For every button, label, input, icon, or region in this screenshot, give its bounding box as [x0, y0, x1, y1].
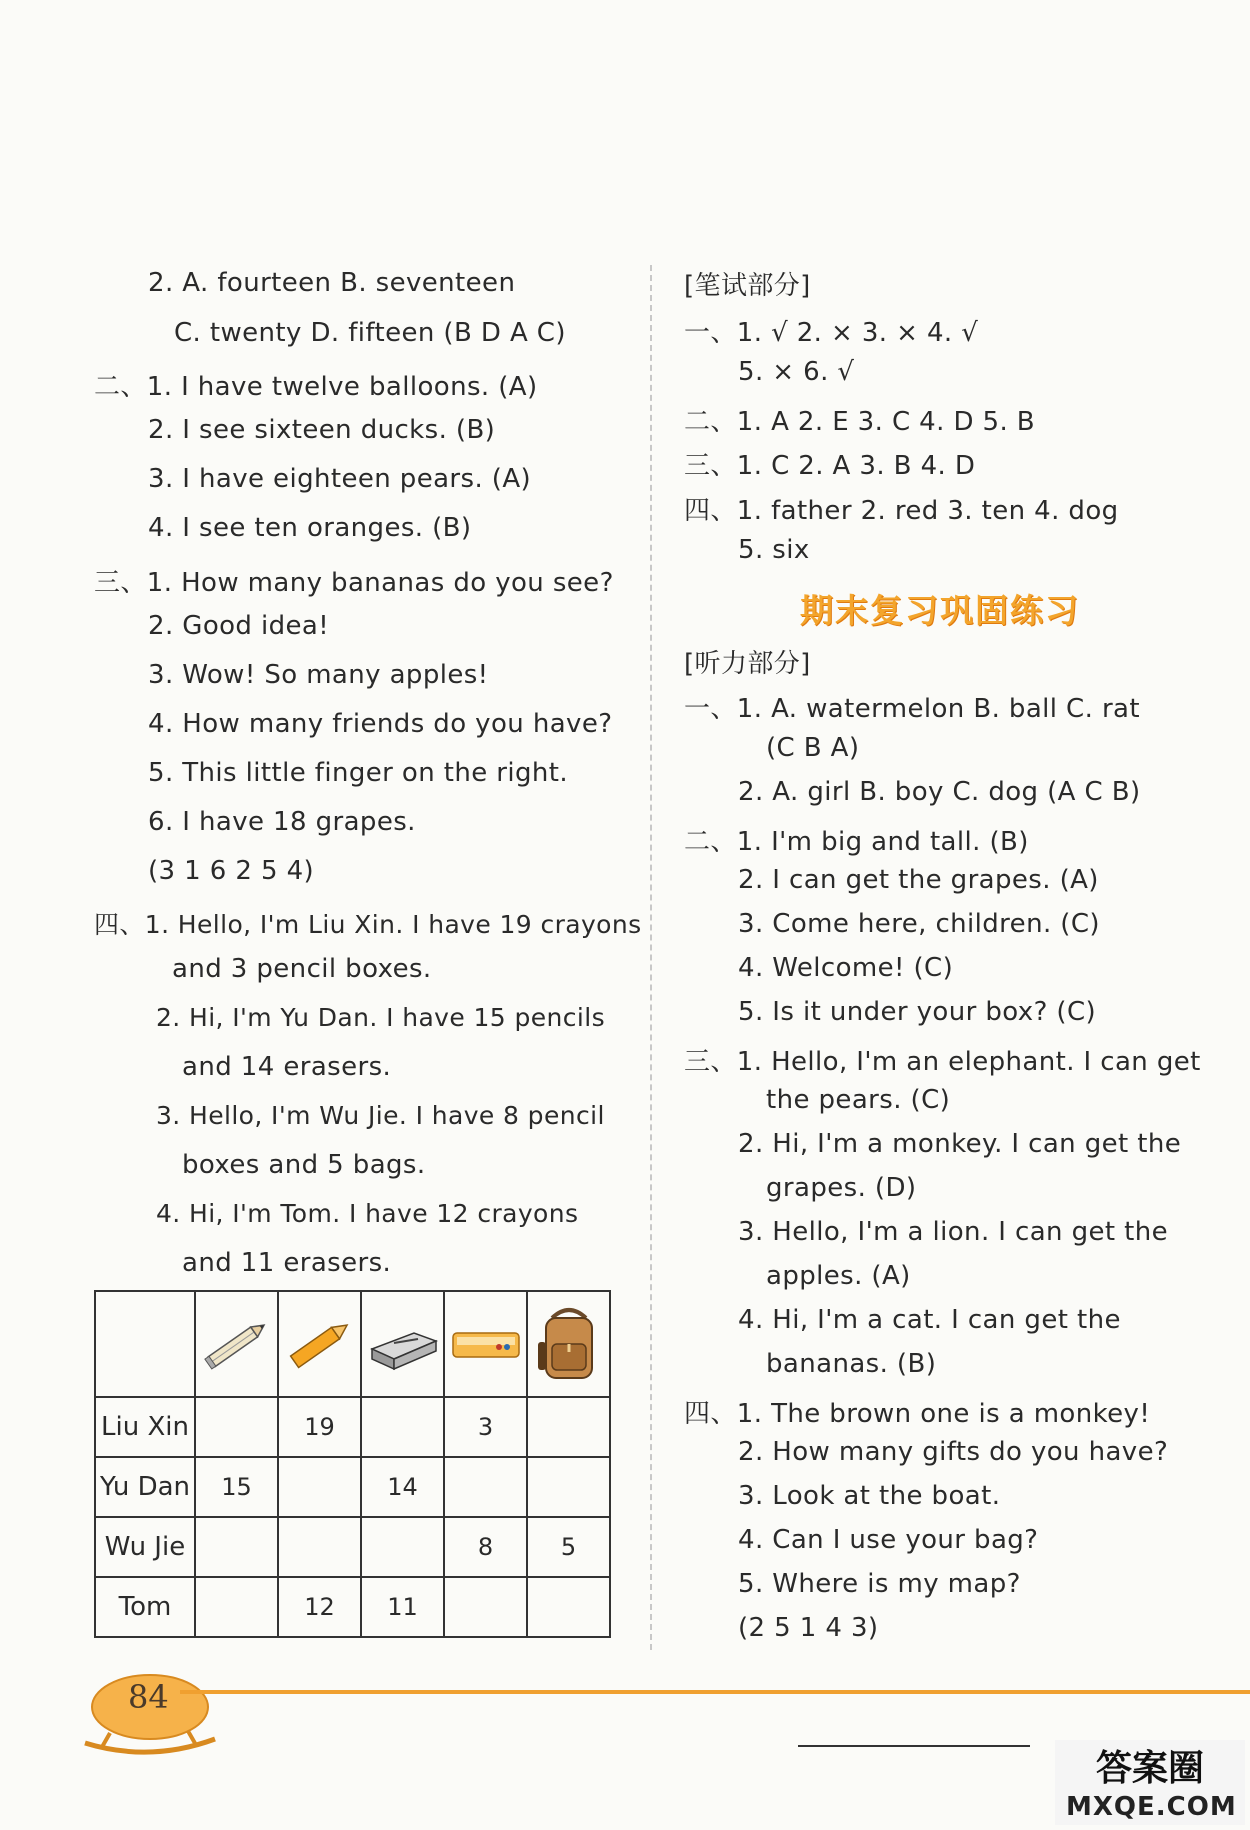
bag-icon [530, 1302, 608, 1386]
answer-line: grapes. (D) [766, 1173, 917, 1203]
section-title: 期末复习巩固练习 [800, 591, 1080, 630]
answer-line: 四、1. The brown one is a monkey! [684, 1399, 1151, 1429]
table-cell [195, 1577, 278, 1637]
table-row-name: Wu Jie [95, 1517, 195, 1577]
table-cell: 3 [444, 1397, 527, 1457]
answer-line: 4. Hi, I'm Tom. I have 12 crayons [156, 1199, 579, 1228]
answer-line: 5. This little finger on the right. [148, 758, 569, 788]
answer-line: 三、1. Hello, I'm an elephant. I can get [684, 1047, 1201, 1077]
table-corner-cell [95, 1291, 195, 1397]
table-cell [444, 1457, 527, 1517]
answer-line: (3 1 6 2 5 4) [148, 856, 315, 886]
page-number: 84 [128, 1678, 169, 1716]
answer-line: 5. Is it under your box? (C) [738, 997, 1097, 1027]
answer-line: 2. Hi, I'm Yu Dan. I have 15 pencils [156, 1003, 606, 1032]
answer-line: 四、1. father 2. red 3. ten 4. dog [684, 496, 1119, 526]
table-cell: 8 [444, 1517, 527, 1577]
answer-line: 2. A. girl B. boy C. dog (A C B) [738, 777, 1141, 807]
answer-line: 5. × 6. √ [738, 357, 855, 387]
answer-line: 三、1. How many bananas do you see? [94, 568, 614, 598]
watermark-url: MXQE.COM [1066, 1792, 1237, 1822]
answer-line: 4. Hi, I'm a cat. I can get the [738, 1305, 1121, 1335]
table-cell: 12 [278, 1577, 361, 1637]
answer-line: 2. I see sixteen ducks. (B) [148, 415, 496, 445]
answer-line: 三、1. C 2. A 3. B 4. D [684, 451, 976, 481]
table-cell: 19 [278, 1397, 361, 1457]
section-label: [笔试部分] [684, 271, 811, 301]
answer-line: 2. I can get the grapes. (A) [738, 865, 1099, 895]
table-icon-cell [527, 1291, 610, 1397]
table-row-name: Liu Xin [95, 1397, 195, 1457]
table-cell: 15 [195, 1457, 278, 1517]
answer-line: the pears. (C) [766, 1085, 951, 1115]
answer-line: and 11 erasers. [182, 1248, 392, 1278]
answer-line: 二、1. I'm big and tall. (B) [684, 827, 1029, 857]
answer-line: 3. Hello, I'm Wu Jie. I have 8 pencil [156, 1101, 605, 1130]
table-icon-cell [195, 1291, 278, 1397]
answer-line: 2. Good idea! [148, 611, 330, 641]
answer-line: and 3 pencil boxes. [172, 954, 432, 984]
footer-short-rule [798, 1745, 1030, 1747]
answer-line: 四、1. Hello, I'm Liu Xin. I have 19 crayons [94, 910, 642, 939]
answer-line: 4. I see ten oranges. (B) [148, 513, 472, 543]
answer-line: (C B A) [766, 733, 860, 763]
eraser-icon [364, 1309, 442, 1379]
section-label: [听力部分] [684, 649, 811, 679]
table-cell: 11 [361, 1577, 444, 1637]
answer-line: 二、1. A 2. E 3. C 4. D 5. B [684, 407, 1036, 437]
pencil-box-icon [447, 1309, 525, 1379]
answer-line: 一、1. A. watermelon B. ball C. rat [684, 694, 1140, 724]
answer-line: 二、1. I have twelve balloons. (A) [94, 372, 538, 402]
table-cell [278, 1517, 361, 1577]
table-icon-cell [361, 1291, 444, 1397]
stationery-table [94, 1290, 611, 1638]
answer-line: C. twenty D. fifteen (B D A C) [174, 318, 566, 348]
answer-line: and 14 erasers. [182, 1052, 392, 1082]
answer-line: 3. I have eighteen pears. (A) [148, 464, 532, 494]
table-cell: 14 [361, 1457, 444, 1517]
answer-line: 4. How many friends do you have? [148, 709, 613, 739]
answer-line: 4. Can I use your bag? [738, 1525, 1039, 1555]
table-icon-cell [444, 1291, 527, 1397]
answer-line: 5. Where is my map? [738, 1569, 1021, 1599]
answer-line: 6. I have 18 grapes. [148, 807, 416, 837]
table-cell [361, 1517, 444, 1577]
table-cell [361, 1397, 444, 1457]
pencil-icon [198, 1309, 276, 1379]
table-icon-cell [278, 1291, 361, 1397]
table-cell: 5 [527, 1517, 610, 1577]
answer-line: 4. Welcome! (C) [738, 953, 954, 983]
answer-line: 3. Hello, I'm a lion. I can get the [738, 1217, 1168, 1247]
answer-line: 3. Look at the boat. [738, 1481, 1001, 1511]
answer-line: boxes and 5 bags. [182, 1150, 426, 1180]
answer-line: (2 5 1 4 3) [738, 1613, 879, 1643]
table-cell [195, 1397, 278, 1457]
crayon-icon [281, 1309, 359, 1379]
table-cell [278, 1457, 361, 1517]
table-cell [527, 1577, 610, 1637]
answer-line: 2. A. fourteen B. seventeen [148, 268, 516, 298]
answer-line: apples. (A) [766, 1261, 911, 1291]
answer-line: 3. Wow! So many apples! [148, 660, 489, 690]
answer-line: bananas. (B) [766, 1349, 937, 1379]
answer-line: 5. six [738, 535, 810, 565]
column-divider [650, 265, 652, 1650]
table-cell [195, 1517, 278, 1577]
watermark-line1: 答案圈 [1095, 1748, 1205, 1789]
answer-line: 2. How many gifts do you have? [738, 1437, 1169, 1467]
table-cell [527, 1457, 610, 1517]
table-cell [444, 1577, 527, 1637]
table-row-name: Yu Dan [95, 1457, 195, 1517]
table-cell [527, 1397, 610, 1457]
answer-line: 一、1. √ 2. × 3. × 4. √ [684, 318, 979, 348]
footer-rule [180, 1690, 1250, 1694]
answer-line: 3. Come here, children. (C) [738, 909, 1100, 939]
answer-line: 2. Hi, I'm a monkey. I can get the [738, 1129, 1182, 1159]
table-row-name: Tom [95, 1577, 195, 1637]
